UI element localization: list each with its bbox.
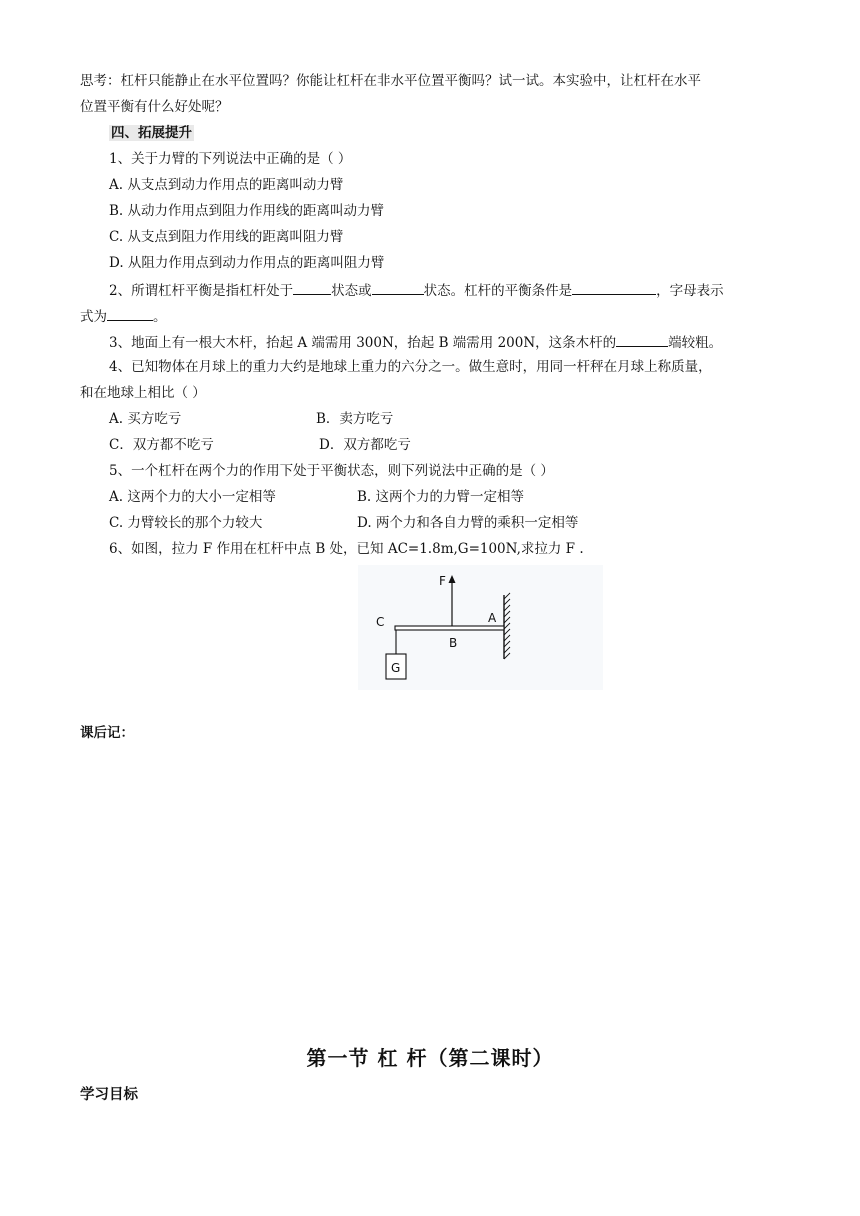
q5-option-d: D. 两个力和各自力臂的乘积一定相等 (357, 515, 579, 531)
q2-text-1: 2、所谓杠杆平衡是指杠杆处于 (109, 283, 294, 299)
q2-blank-2 (372, 280, 424, 295)
lever-figure (358, 565, 603, 690)
section-heading-text: 四、拓展提升 (111, 125, 192, 141)
q5-option-c: C. 力臂较长的那个力较大 (109, 515, 263, 531)
label-b: B (449, 636, 458, 650)
q2-text-4: ，字母表示 (656, 283, 724, 299)
q1-option-d: D. 从阻力作用点到动力作用点的距离叫阻力臂 (109, 255, 385, 271)
q2-text-6: 。 (153, 309, 167, 325)
q4-option-b: B．卖方吃亏 (316, 411, 394, 427)
q1-stem: 1、关于力臂的下列说法中正确的是（ ） (109, 151, 352, 167)
think-line-2: 位置平衡有什么好处呢？ (80, 99, 229, 115)
label-f: F (439, 574, 446, 588)
q5-option-a: A. 这两个力的大小一定相等 (109, 489, 276, 505)
q2-line-1 (109, 280, 724, 300)
label-g: G (391, 661, 401, 675)
lever-bar (395, 626, 504, 630)
q5-stem: 5、一个杠杆在两个力的作用下处于平衡状态，则下列说法中正确的是（ ） (109, 463, 554, 479)
q2-text-3: 状态。杠杆的平衡条件是 (423, 283, 573, 299)
section-heading (109, 124, 194, 142)
q4-option-c: C．双方都不吃亏 (109, 437, 214, 453)
q3-text-1: 3、地面上有一根大木杆，抬起 A 端需用 300N，抬起 B 端需用 200N，这条木杆的 (109, 335, 617, 351)
q2-blank-1 (293, 280, 331, 295)
q2-text-2: 状态或 (331, 283, 372, 299)
q1-option-a: A. 从支点到动力作用点的距离叫动力臂 (109, 177, 344, 193)
q2-blank-4 (107, 306, 153, 321)
q3-blank (616, 332, 668, 347)
q4-line-1: 4、已知物体在月球上的重力大约是地球上重力的六分之一。做生意时，用同一杆秤在月球上称质量， (109, 359, 712, 375)
q6-stem: 6、如图，拉力 F 作用在杠杆中点 B 处，已知 AC=1.8m,G=100N,求拉力 F . (109, 541, 584, 557)
think-line-1: 思考：杠杆只能静止在水平位置吗？你能让杠杆在非水平位置平衡吗？试一试。本实验中，让杠杆在水平 (80, 73, 701, 89)
q4-option-d: D．双方都吃亏 (319, 437, 411, 453)
q5-option-b: B. 这两个力的力臂一定相等 (357, 489, 525, 505)
lesson-title: 第一节 杠 杆（第二课时） (306, 1046, 554, 1070)
q1-option-b: B. 从动力作用点到阻力作用线的距离叫动力臂 (109, 203, 385, 219)
objectives-label: 学习目标 (80, 1086, 138, 1103)
q2-blank-3 (572, 280, 656, 295)
q4-option-a: A. 买方吃亏 (109, 411, 182, 427)
lever-diagram (358, 565, 603, 690)
q4-line-2: 和在地球上相比（ ） (80, 385, 206, 401)
q3-text-2: 端较粗。 (668, 335, 723, 351)
q2-text-5: 式为 (80, 309, 107, 325)
label-c: C (376, 615, 385, 629)
q1-option-c: C. 从支点到阻力作用线的距离叫阻力臂 (109, 229, 344, 245)
q2-line-2 (80, 306, 167, 326)
q3-line (109, 332, 722, 352)
label-a: A (488, 611, 497, 625)
notes-label: 课后记： (80, 725, 134, 741)
